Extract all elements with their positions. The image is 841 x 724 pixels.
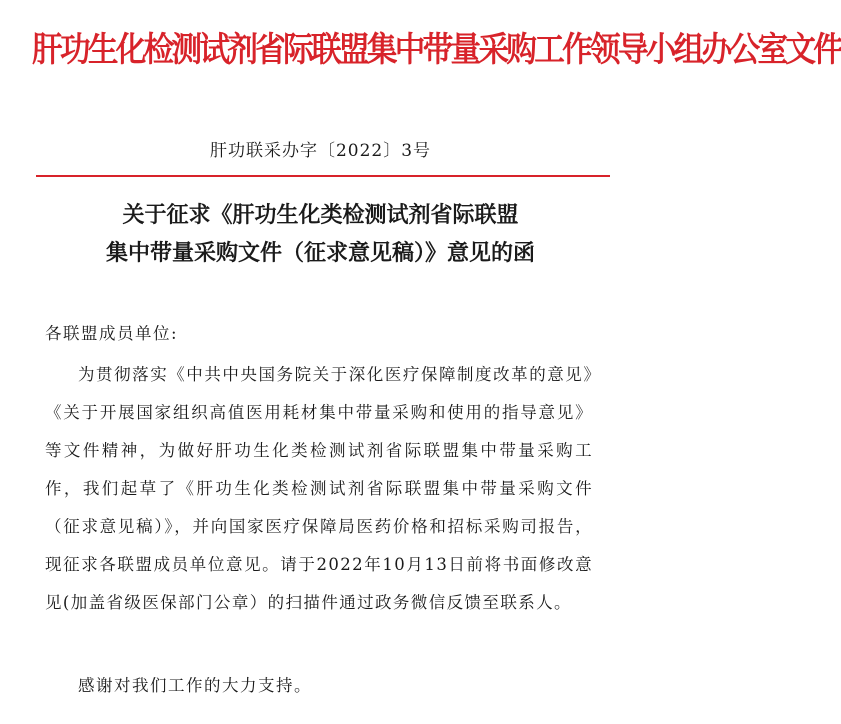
subject-line-1: 关于征求《肝功生化类检测试剂省际联盟 (122, 202, 519, 228)
closing-thanks: 感谢对我们工作的大力支持。 (78, 676, 312, 695)
document-number: 肝功联采办字〔2022〕3号 (209, 141, 432, 161)
issuing-office-header: 肝功生化检测试剂省际联盟集中带量采购工作领导小组办公室文件 (32, 30, 841, 70)
salutation: 各联盟成员单位: (45, 324, 179, 343)
document-subject (0, 196, 641, 272)
red-divider-line (36, 175, 610, 177)
body-text (45, 356, 593, 622)
subject-line-2: 集中带量采购文件（征求意见稿）》意见的函 (105, 240, 535, 266)
body-paragraph: 为贯彻落实《中共中央国务院关于深化医疗保障制度改革的意见》《关于开展国家组织高值医用耗材集中带量采购和使用的指导意见》等文件精神，为做好肝功生化类检测试剂省际联盟集中带量采购工作，我们起草了《肝功生化类检测试剂省际联盟集中带量采购文件（征求意见稿）》，并向国家医疗保障局医药价格和招标采购司报告，现征求各联盟成员单位意见。请于2022年10月13日前将书面修改意见(加盖省级医保部门公章）的扫描件通过政务微信反馈至联系人。 (45, 365, 593, 612)
